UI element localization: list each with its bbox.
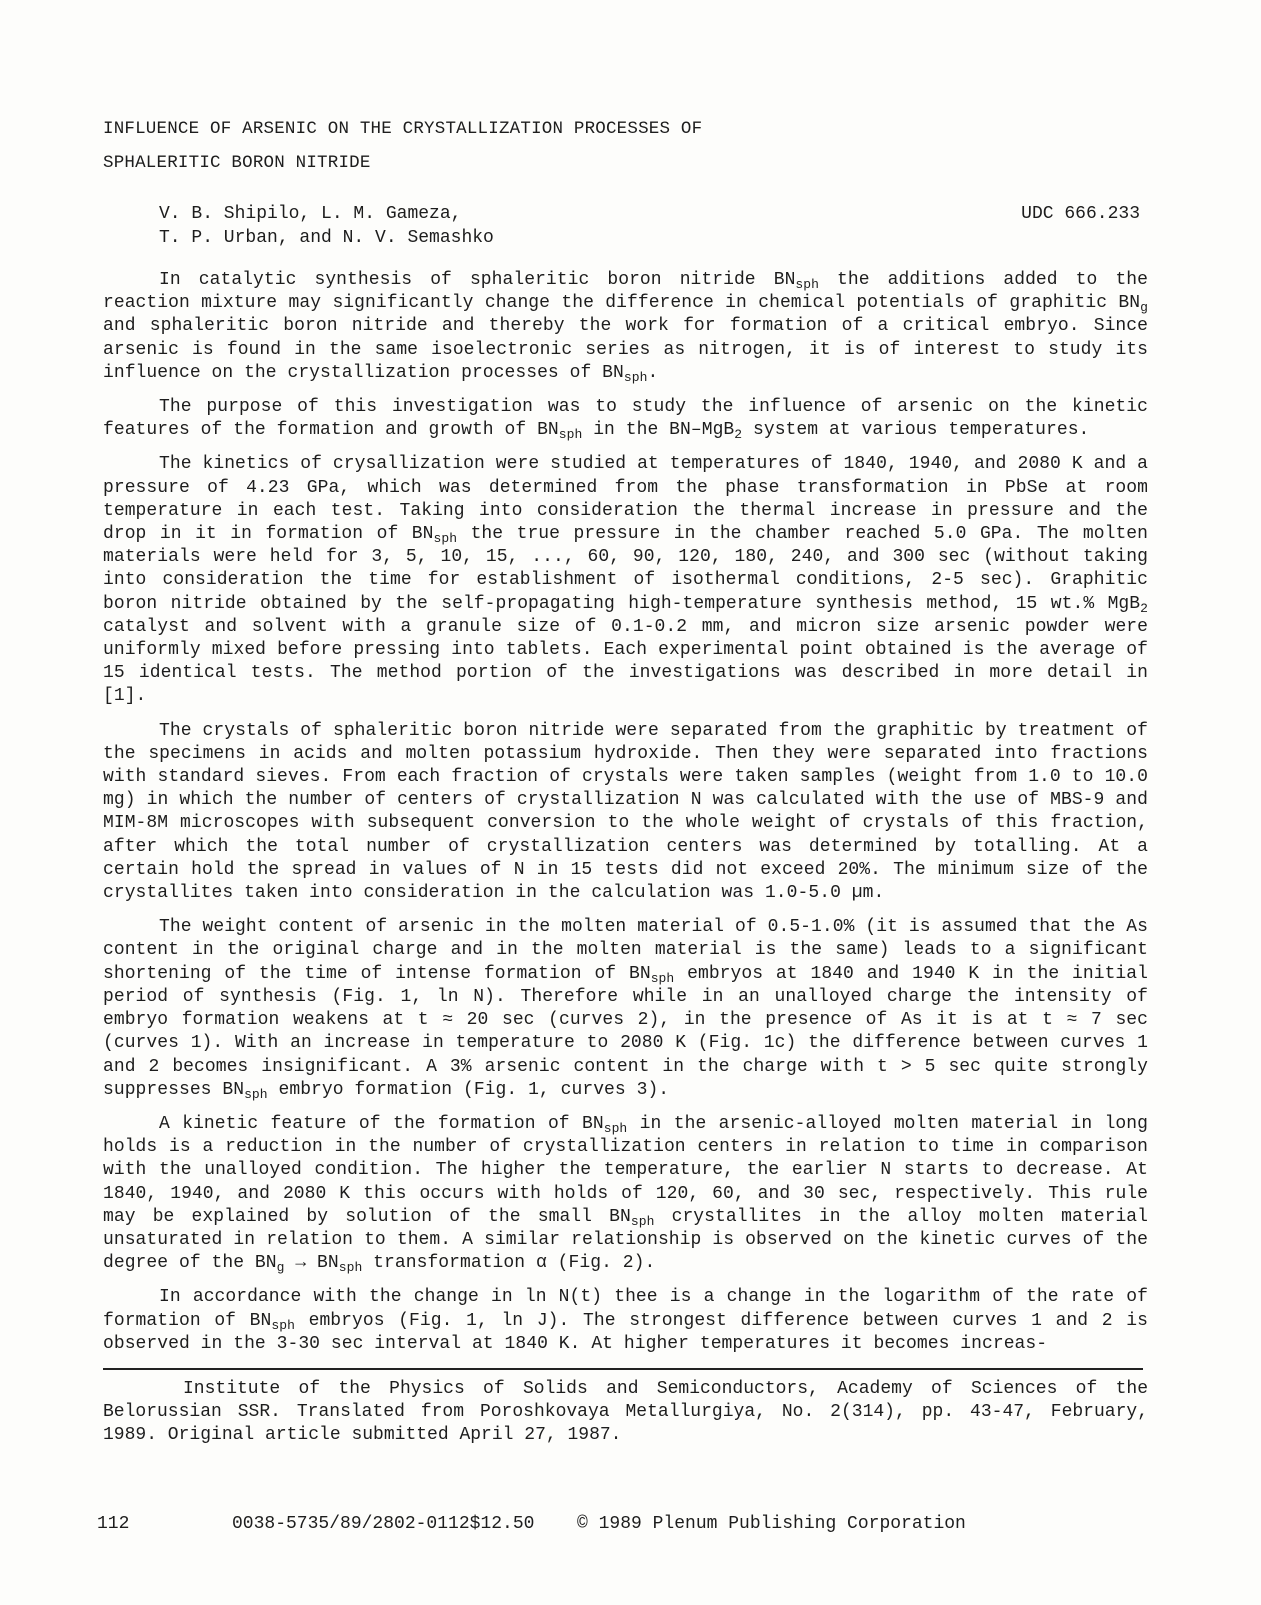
subscript: sph bbox=[433, 531, 458, 547]
article bbox=[103, 112, 1148, 1447]
text: The purpose of this investigation was to study the influence of arsenic on the kinetic features of the formation and growth of BN bbox=[103, 397, 1148, 441]
text: system at various temperatures. bbox=[742, 420, 1090, 441]
subscript: sph bbox=[338, 1260, 363, 1276]
text: embryo formation (Fig. 1, curves 3). bbox=[267, 1079, 670, 1100]
subscript: 2 bbox=[1140, 600, 1148, 616]
text: The weight content of arsenic in the molten material of 0.5-1.0% (it is assumed that the As content in the original charge and in the molten material is the same) leads to a significant shortening of the time of intense formation of BN bbox=[103, 917, 1148, 984]
text: and sphaleritic boron nitride and thereby the work for formation of a critical embryo. Since arsenic is found in the same isoelectronic series as nitrogen, it is of interest to study its influence on the crystallization processes of BN bbox=[103, 316, 1148, 383]
text: → BN bbox=[284, 1253, 339, 1274]
text: In catalytic synthesis of sphaleritic boron nitride BN bbox=[159, 270, 796, 290]
text: The kinetics of crysallization were studied at temperatures of 1840, 1940, and 2080 K and a pressure of 4.23 GPa, which was determined from the phase transformation in PbSe at room temperature in each test. Taking into consideration the thermal increase in pressure and the drop in it in formation of BN bbox=[103, 454, 1148, 545]
subscript: sph bbox=[650, 970, 675, 986]
subscript: sph bbox=[558, 427, 583, 443]
udc-code: UDC 666.233 bbox=[1021, 204, 1140, 224]
paragraph-4: The crystals of sphaleritic boron nitride were separated from the graphitic by treatment of the specimens in acids and molten potassium hydroxide. Then they were separated into fractions with standard sieves. From each fraction of crystals were taken samples (weight from 1.0 to 10.0 mg) in which the number of centers of crystallization N was calculated with the use of MBS-9 and MIM-8M microscopes with subsequent conversion to the whole weight of crystals of this fraction, after which the total number of crystallization centers was determined by totalling. At a certain hold the spread in values of N in 15 tests did not exceed 20%. The minimum size of the crystallites taken into consideration in the calculation was 1.0-5.0 µm. bbox=[103, 720, 1148, 904]
footnote-divider bbox=[103, 1368, 1143, 1370]
title-line-1: INFLUENCE OF ARSENIC ON THE CRYSTALLIZATION PROCESSES OF bbox=[103, 119, 703, 139]
paragraph-5 bbox=[103, 916, 1148, 1102]
article-title bbox=[103, 112, 1148, 180]
text: catalyst and solvent with a granule size of 0.1-0.2 mm, and micron size arsenic powder were uniformly mixed before pressing into tablets. Each experimental point obtained is the average of 15 identical tests. The method portion of the investigations was described in more detail in [1]. bbox=[103, 616, 1148, 707]
text: embryos at 1840 and 1940 K in the initial period of synthesis (Fig. 1, ln N). Therefore while in an unalloyed charge the intensity of embryo formation weakens at t ≈ 20 sec (curves 2), in the presence of As it is at t ≈ 7 sec (curves 1). With an increase in temperature to 2080 K (Fig. 1c) the difference between curves 1 and 2 becomes insignificant. A 3% arsenic content in the charge with t > 5 sec quite strongly suppresses BN bbox=[103, 963, 1148, 1100]
authors-line-1: V. B. Shipilo, L. M. Gameza, bbox=[159, 204, 462, 224]
paragraph-3 bbox=[103, 453, 1148, 708]
paragraph-7 bbox=[103, 1286, 1148, 1356]
paragraph-2 bbox=[103, 396, 1148, 442]
text: in the BN–MgB bbox=[582, 420, 735, 441]
text: in the arsenic-alloyed molten material in long holds is a reduction in the number of crystallization centers in relation to time in comparison with the unalloyed condition. The higher the temperature, the earlier N starts to decrease. At 1840, 1940, and 2080 K this occurs with holds of 120, 60, and 30 sec, respectively. This rule may be explained by solution of the small BN bbox=[103, 1113, 1148, 1227]
article-code: 0038-5735/89/2802-0112$12.50 bbox=[232, 1514, 535, 1534]
paragraph-1 bbox=[103, 269, 1148, 385]
text: crystallites in the alloy molten material unsaturated in relation to them. A similar relationship is observed on the kinetic curves of the degree of the BN bbox=[103, 1206, 1148, 1274]
subscript: sph bbox=[623, 369, 648, 385]
text: . bbox=[647, 362, 659, 383]
subscript: sph bbox=[795, 277, 819, 292]
subscript: g bbox=[276, 1260, 285, 1276]
text: embryos (Fig. 1, ln J). The strongest difference between curves 1 and 2 is observed in the 3-30 sec interval at 1840 K. At higher temperatures it becomes increas- bbox=[103, 1310, 1148, 1354]
paragraph-6 bbox=[103, 1113, 1148, 1275]
authors-line-2: T. P. Urban, and N. V. Semashko bbox=[159, 228, 494, 248]
subscript: 2 bbox=[734, 427, 743, 443]
text: In accordance with the change in ln N(t) thee is a change in the logarithm of the rate of formation of BN bbox=[103, 1287, 1148, 1331]
subscript: sph bbox=[244, 1086, 268, 1102]
article-body bbox=[103, 269, 1148, 1356]
copyright-notice: © 1989 Plenum Publishing Corporation bbox=[577, 1514, 966, 1534]
affiliation-footnote: Institute of the Physics of Solids and Semiconductors, Academy of Sciences of the Belorussian SSR. Translated from Poroshkovaya Metallurgiya, No. 2(314), pp. 43-47, February, 1989. Original article submitted April 27, 1987. bbox=[103, 1378, 1148, 1445]
page-number: 112 bbox=[97, 1514, 130, 1534]
title-line-2: SPHALERITIC BORON NITRIDE bbox=[103, 153, 371, 173]
text: the additions added to the reaction mixture may significantly change the difference in chemical potentials of graphitic BN bbox=[103, 270, 1148, 314]
subscript: sph bbox=[271, 1317, 295, 1333]
subscript: sph bbox=[603, 1120, 628, 1136]
authors bbox=[159, 202, 494, 250]
text: A kinetic feature of the formation of BN bbox=[159, 1113, 604, 1134]
text: transformation α (Fig. 2). bbox=[362, 1253, 656, 1274]
text: the true pressure in the chamber reached 5.0 GPa. The molten materials were held for 3, 5, 10, 15, ..., 60, 90, 120, 180, 240, and 300 sec (without taking into consideration the time for establishment of isothermal conditions, 2-5 sec). Graphitic boron nitride obtained by the self-propagating high-temperature synthesis method, 15 wt.% MgB bbox=[103, 524, 1149, 614]
byline bbox=[103, 202, 1148, 250]
subscript: sph bbox=[630, 1213, 655, 1229]
subscript: g bbox=[1140, 300, 1148, 316]
